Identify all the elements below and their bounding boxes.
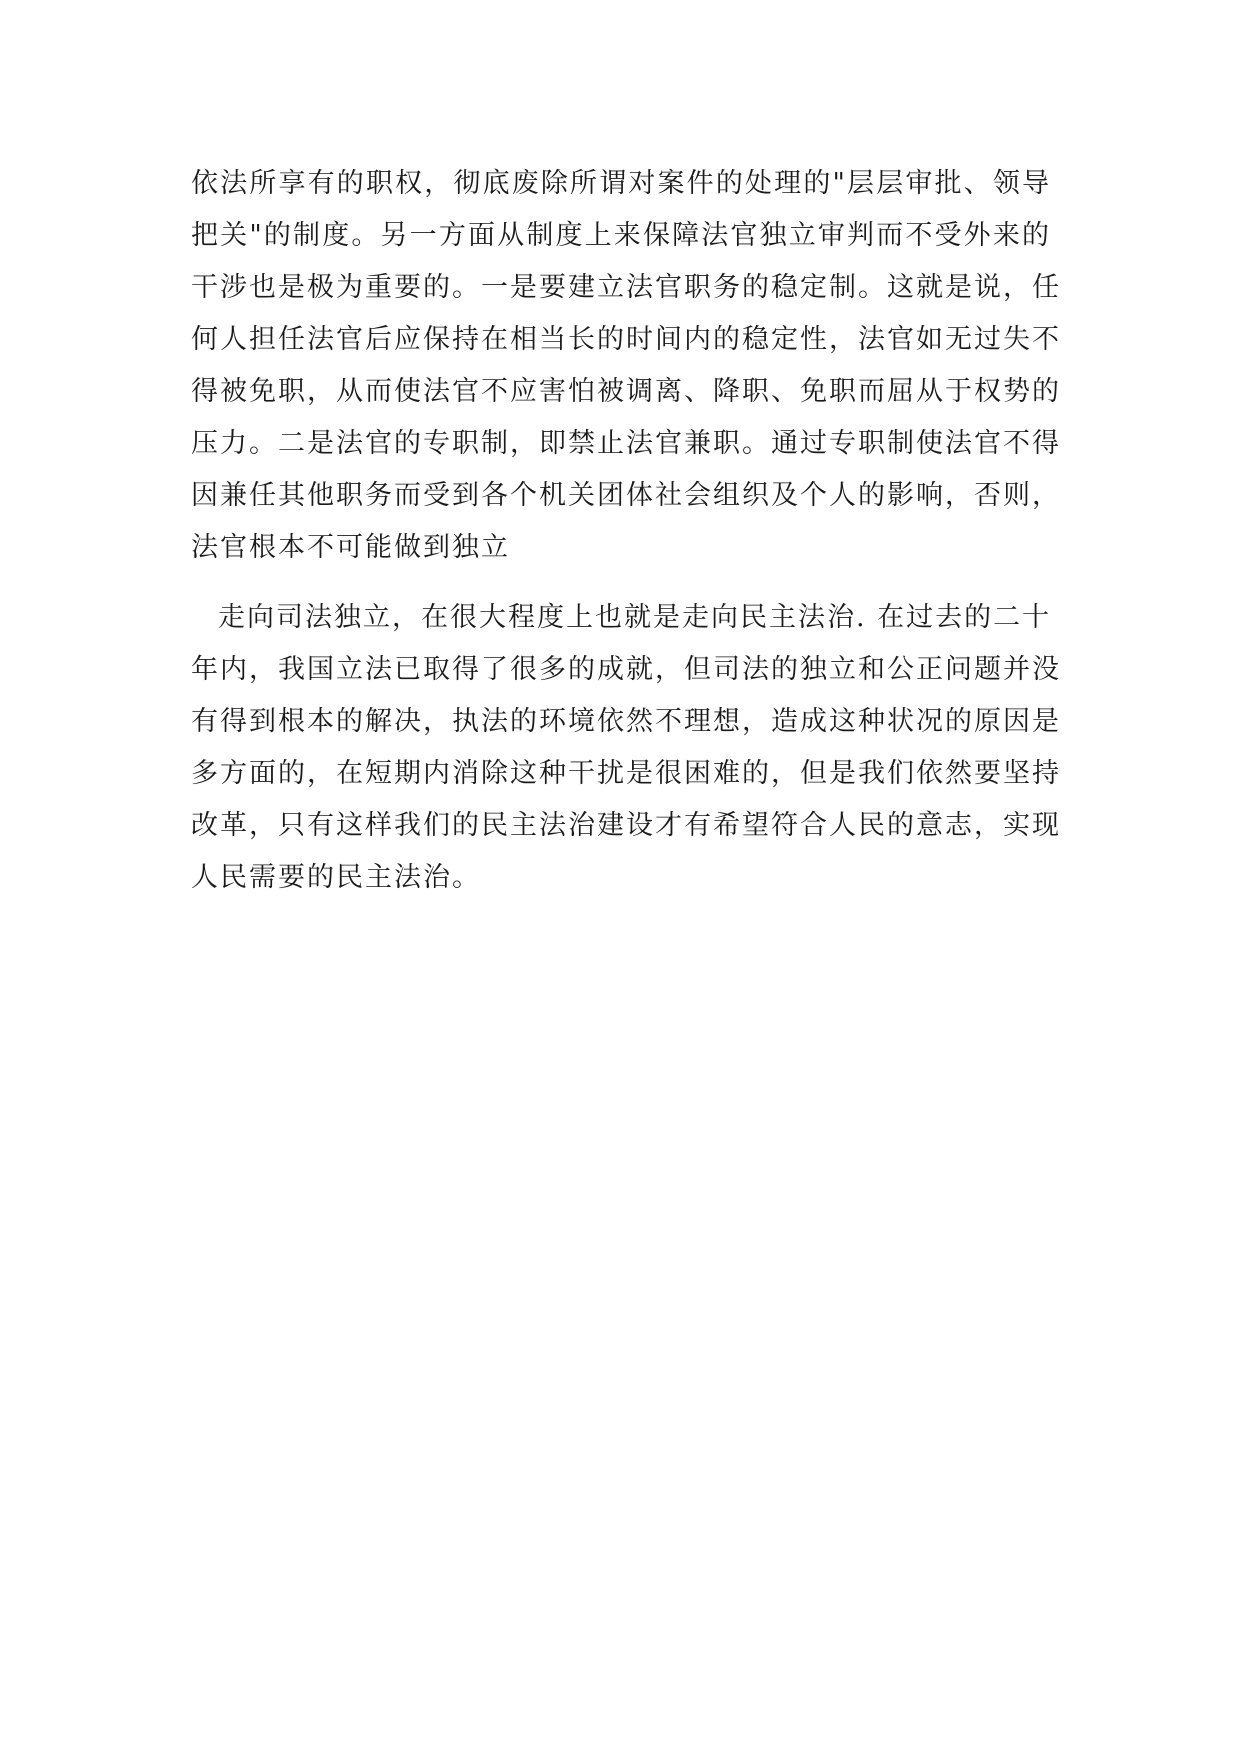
document-body [191,158,1061,904]
paragraph-line: 得被免职，从而使法官不应害怕被调离、降职、免职而屈从于权势的 [191,376,1061,407]
paragraph-line: 因兼任其他职务而受到各个机关团体社会组织及个人的影响，否则， [191,480,1061,511]
paragraph-line: 干涉也是极为重要的。一是要建立法官职务的稳定制。这就是说，任 [191,272,1061,303]
paragraph-line: 依法所享有的职权，彻底废除所谓对案件的处理的"层层审批、领导 [191,168,1051,199]
paragraph-line: 压力。二是法官的专职制，即禁止法官兼职。通过专职制使法官不得 [191,428,1061,459]
paragraph-spacer [191,574,1051,592]
paragraph-line: 有得到根本的解决，执法的环境依然不理想，造成这种状况的原因是 [191,706,1061,737]
paragraph-2 [191,592,1061,904]
paragraph-line: 多方面的，在短期内消除这种干扰是很困难的，但是我们依然要坚持 [191,758,1061,789]
paragraph-line: 把关"的制度。另一方面从制度上来保障法官独立审判而不受外来的 [191,220,1051,251]
paragraph-1 [191,158,1061,574]
paragraph-line: 法官根本不可能做到独立 [191,532,510,563]
paragraph-line: 人民需要的民主法治。 [191,862,481,893]
paragraph-line: 年内，我国立法已取得了很多的成就，但司法的独立和公正问题并没 [191,654,1061,685]
paragraph-line: 走向司法独立，在很大程度上也就是走向民主法治. 在过去的二十 [218,602,1052,633]
paragraph-line: 改革，只有这样我们的民主法治建设才有希望符合人民的意志，实现 [191,810,1061,841]
paragraph-line: 何人担任法官后应保持在相当长的时间内的稳定性，法官如无过失不 [191,324,1061,355]
